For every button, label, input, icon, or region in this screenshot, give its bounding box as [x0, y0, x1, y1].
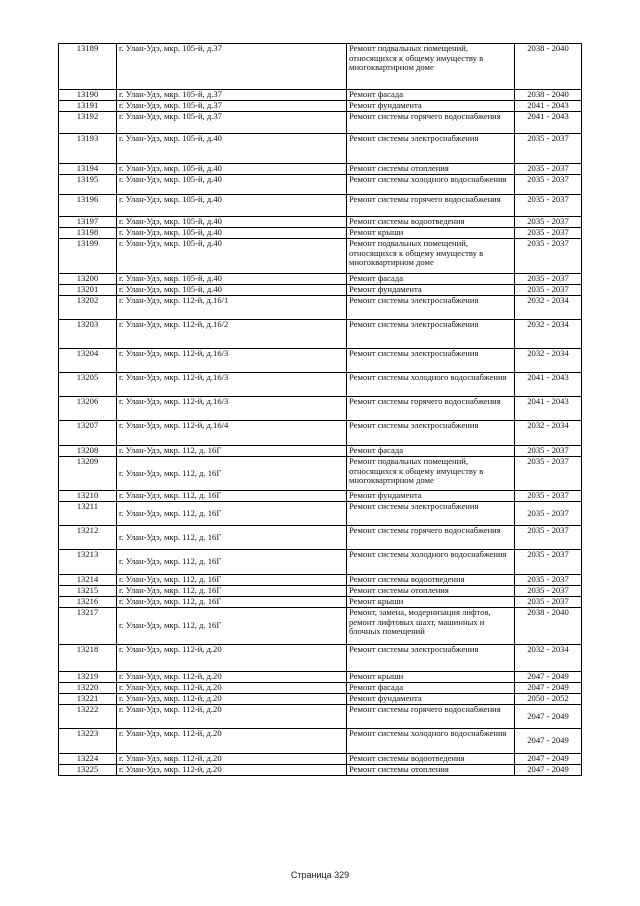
row-number-cell: 13191: [59, 101, 117, 112]
address-cell: г. Улан-Удэ, мкр. 112, д. 16Г: [117, 586, 347, 597]
table-row: [59, 446, 582, 457]
work-type-cell: Ремонт фундамента: [347, 285, 515, 296]
row-number-cell: 13225: [59, 765, 117, 776]
row-number-cell: 13196: [59, 195, 117, 217]
row-number-cell: 13197: [59, 217, 117, 228]
table-row: [59, 421, 582, 446]
work-type-cell: Ремонт фасада: [347, 446, 515, 457]
period-cell: 2035 - 2037: [515, 228, 582, 239]
table-row: [59, 274, 582, 285]
period-cell: 2047 - 2049: [515, 754, 582, 765]
work-type-cell: Ремонт системы отопления: [347, 164, 515, 175]
row-number-cell: 13210: [59, 491, 117, 502]
row-number-cell: 13195: [59, 175, 117, 195]
address-cell: г. Улан-Удэ, мкр. 105-й, д.37: [117, 112, 347, 134]
work-type-cell: Ремонт фундамента: [347, 694, 515, 705]
period-cell: 2035 - 2037: [515, 550, 582, 575]
work-type-cell: Ремонт подвальных помещений, относящихся к общему имуществу в многоквартирном доме: [347, 457, 515, 491]
period-cell: 2041 - 2043: [515, 397, 582, 421]
works-table: [58, 43, 582, 776]
work-type-cell: Ремонт системы отопления: [347, 765, 515, 776]
period-cell: 2032 - 2034: [515, 421, 582, 446]
address-cell: г. Улан-Удэ, мкр. 112, д. 16Г: [117, 575, 347, 586]
address-cell: г. Улан-Удэ, мкр. 112-й, д.16/4: [117, 421, 347, 446]
period-cell: 2038 - 2040: [515, 90, 582, 101]
table-row: [59, 164, 582, 175]
period-cell: 2035 - 2037: [515, 274, 582, 285]
address-cell: г. Улан-Удэ, мкр. 112, д. 16Г: [117, 550, 347, 575]
address-cell: г. Улан-Удэ, мкр. 112-й, д.20: [117, 645, 347, 672]
period-cell: 2047 - 2049: [515, 705, 582, 729]
period-cell: 2047 - 2049: [515, 683, 582, 694]
row-number-cell: 13204: [59, 349, 117, 373]
table-row: [59, 597, 582, 608]
address-cell: г. Улан-Удэ, мкр. 112, д. 16Г: [117, 597, 347, 608]
period-cell: 2035 - 2037: [515, 239, 582, 274]
address-cell: г. Улан-Удэ, мкр. 112-й, д.16/2: [117, 320, 347, 349]
row-number-cell: 13214: [59, 575, 117, 586]
period-cell: 2032 - 2034: [515, 349, 582, 373]
address-cell: г. Улан-Удэ, мкр. 105-й, д.40: [117, 228, 347, 239]
table-row: [59, 44, 582, 90]
work-type-cell: Ремонт системы холодного водоснабжения: [347, 373, 515, 397]
period-cell: 2041 - 2043: [515, 112, 582, 134]
address-cell: г. Улан-Удэ, мкр. 112, д. 16Г: [117, 446, 347, 457]
work-type-cell: Ремонт крыши: [347, 228, 515, 239]
work-type-cell: Ремонт системы горячего водоснабжения: [347, 112, 515, 134]
work-type-cell: Ремонт системы водоотведения: [347, 217, 515, 228]
address-cell: г. Улан-Удэ, мкр. 112, д. 16Г: [117, 502, 347, 526]
period-cell: 2050 - 2052: [515, 694, 582, 705]
period-cell: 2047 - 2049: [515, 729, 582, 754]
work-type-cell: Ремонт фасада: [347, 90, 515, 101]
table-row: [59, 285, 582, 296]
row-number-cell: 13213: [59, 550, 117, 575]
address-cell: г. Улан-Удэ, мкр. 105-й, д.40: [117, 239, 347, 274]
period-cell: 2035 - 2037: [515, 446, 582, 457]
row-number-cell: 13200: [59, 274, 117, 285]
table-row: [59, 550, 582, 575]
row-number-cell: 13211: [59, 502, 117, 526]
table-row: [59, 397, 582, 421]
row-number-cell: 13215: [59, 586, 117, 597]
table-row: [59, 586, 582, 597]
period-cell: 2035 - 2037: [515, 597, 582, 608]
row-number-cell: 13202: [59, 296, 117, 320]
period-cell: 2047 - 2049: [515, 765, 582, 776]
table-row: [59, 694, 582, 705]
work-type-cell: Ремонт фасада: [347, 683, 515, 694]
row-number-cell: 13219: [59, 672, 117, 683]
work-type-cell: Ремонт фундамента: [347, 491, 515, 502]
work-type-cell: Ремонт системы горячего водоснабжения: [347, 526, 515, 550]
period-cell: 2038 - 2040: [515, 44, 582, 90]
address-cell: г. Улан-Удэ, мкр. 105-й, д.37: [117, 90, 347, 101]
row-number-cell: 13223: [59, 729, 117, 754]
period-cell: 2035 - 2037: [515, 575, 582, 586]
table-row: [59, 112, 582, 134]
address-cell: г. Улан-Удэ, мкр. 105-й, д.40: [117, 164, 347, 175]
table-row: [59, 134, 582, 164]
period-cell: 2032 - 2034: [515, 645, 582, 672]
row-number-cell: 13217: [59, 608, 117, 645]
table-row: [59, 765, 582, 776]
address-cell: г. Улан-Удэ, мкр. 105-й, д.40: [117, 217, 347, 228]
period-cell: 2035 - 2037: [515, 134, 582, 164]
address-cell: г. Улан-Удэ, мкр. 112, д. 16Г: [117, 526, 347, 550]
address-cell: г. Улан-Удэ, мкр. 112-й, д.20: [117, 683, 347, 694]
table-row: [59, 175, 582, 195]
work-type-cell: Ремонт подвальных помещений, относящихся к общему имуществу в многоквартирном доме: [347, 239, 515, 274]
row-number-cell: 13206: [59, 397, 117, 421]
address-cell: г. Улан-Удэ, мкр. 105-й, д.37: [117, 101, 347, 112]
row-number-cell: 13201: [59, 285, 117, 296]
row-number-cell: 13194: [59, 164, 117, 175]
address-cell: г. Улан-Удэ, мкр. 112-й, д.20: [117, 672, 347, 683]
address-cell: г. Улан-Удэ, мкр. 105-й, д.40: [117, 134, 347, 164]
row-number-cell: 13208: [59, 446, 117, 457]
address-cell: г. Улан-Удэ, мкр. 105-й, д.37: [117, 44, 347, 90]
work-type-cell: Ремонт системы горячего водоснабжения: [347, 195, 515, 217]
table-row: [59, 491, 582, 502]
work-type-cell: Ремонт крыши: [347, 672, 515, 683]
period-cell: 2035 - 2037: [515, 175, 582, 195]
work-type-cell: Ремонт системы холодного водоснабжения: [347, 175, 515, 195]
row-number-cell: 13199: [59, 239, 117, 274]
work-type-cell: Ремонт системы горячего водоснабжения: [347, 705, 515, 729]
table-row: [59, 239, 582, 274]
address-cell: г. Улан-Удэ, мкр. 112-й, д.20: [117, 765, 347, 776]
table-row: [59, 349, 582, 373]
table-row: [59, 320, 582, 349]
table-row: [59, 672, 582, 683]
row-number-cell: 13218: [59, 645, 117, 672]
row-number-cell: 13220: [59, 683, 117, 694]
table-row: [59, 90, 582, 101]
table-row: [59, 296, 582, 320]
address-cell: г. Улан-Удэ, мкр. 112-й, д.16/1: [117, 296, 347, 320]
period-cell: 2032 - 2034: [515, 320, 582, 349]
address-cell: г. Улан-Удэ, мкр. 112, д. 16Г: [117, 608, 347, 645]
address-cell: г. Улан-Удэ, мкр. 112, д. 16Г: [117, 491, 347, 502]
period-cell: 2032 - 2034: [515, 296, 582, 320]
period-cell: 2035 - 2037: [515, 164, 582, 175]
period-cell: 2035 - 2037: [515, 285, 582, 296]
work-type-cell: Ремонт подвальных помещений, относящихся к общему имуществу в многоквартирном доме: [347, 44, 515, 90]
table-row: [59, 228, 582, 239]
work-type-cell: Ремонт системы отопления: [347, 586, 515, 597]
work-type-cell: Ремонт системы водоотведения: [347, 754, 515, 765]
period-cell: 2035 - 2037: [515, 526, 582, 550]
row-number-cell: 13221: [59, 694, 117, 705]
table-row: [59, 645, 582, 672]
work-type-cell: Ремонт фасада: [347, 274, 515, 285]
row-number-cell: 13205: [59, 373, 117, 397]
address-cell: г. Улан-Удэ, мкр. 112-й, д.20: [117, 754, 347, 765]
row-number-cell: 13209: [59, 457, 117, 491]
row-number-cell: 13207: [59, 421, 117, 446]
work-type-cell: Ремонт системы электроснабжения: [347, 645, 515, 672]
period-cell: 2041 - 2043: [515, 373, 582, 397]
period-cell: 2035 - 2037: [515, 502, 582, 526]
table-row: [59, 608, 582, 645]
row-number-cell: 13198: [59, 228, 117, 239]
period-cell: 2041 - 2043: [515, 101, 582, 112]
address-cell: г. Улан-Удэ, мкр. 105-й, д.40: [117, 175, 347, 195]
table-row: [59, 373, 582, 397]
period-cell: 2035 - 2037: [515, 586, 582, 597]
address-cell: г. Улан-Удэ, мкр. 105-й, д.40: [117, 274, 347, 285]
address-cell: г. Улан-Удэ, мкр. 112-й, д.16/3: [117, 373, 347, 397]
work-type-cell: Ремонт системы электроснабжения: [347, 320, 515, 349]
work-type-cell: Ремонт системы электроснабжения: [347, 134, 515, 164]
work-type-cell: Ремонт системы электроснабжения: [347, 349, 515, 373]
work-type-cell: Ремонт системы горячего водоснабжения: [347, 397, 515, 421]
period-cell: 2038 - 2040: [515, 608, 582, 645]
work-type-cell: Ремонт системы холодного водоснабжения: [347, 729, 515, 754]
work-type-cell: Ремонт системы водоотведения: [347, 575, 515, 586]
address-cell: г. Улан-Удэ, мкр. 105-й, д.40: [117, 285, 347, 296]
table-row: [59, 217, 582, 228]
work-type-cell: Ремонт, замена, модернизация лифтов, ремонт лифтовых шахт, машинных и блочных помещений: [347, 608, 515, 645]
address-cell: г. Улан-Удэ, мкр. 112-й, д.20: [117, 694, 347, 705]
table-row: [59, 754, 582, 765]
table-row: [59, 705, 582, 729]
address-cell: г. Улан-Удэ, мкр. 112, д. 16Г: [117, 457, 347, 491]
table-row: [59, 683, 582, 694]
period-cell: 2047 - 2049: [515, 672, 582, 683]
row-number-cell: 13190: [59, 90, 117, 101]
table-row: [59, 502, 582, 526]
table-row: [59, 195, 582, 217]
table-row: [59, 575, 582, 586]
period-cell: 2035 - 2037: [515, 457, 582, 491]
work-type-cell: Ремонт системы электроснабжения: [347, 296, 515, 320]
work-type-cell: Ремонт фундамента: [347, 101, 515, 112]
address-cell: г. Улан-Удэ, мкр. 112-й, д.20: [117, 705, 347, 729]
row-number-cell: 13212: [59, 526, 117, 550]
table-row: [59, 101, 582, 112]
work-type-cell: Ремонт системы холодного водоснабжения: [347, 550, 515, 575]
work-type-cell: Ремонт системы электроснабжения: [347, 421, 515, 446]
table-row: [59, 729, 582, 754]
period-cell: 2035 - 2037: [515, 217, 582, 228]
row-number-cell: 13224: [59, 754, 117, 765]
table-row: [59, 457, 582, 491]
period-cell: 2035 - 2037: [515, 491, 582, 502]
work-type-cell: Ремонт крыши: [347, 597, 515, 608]
works-table-body: [59, 44, 582, 776]
address-cell: г. Улан-Удэ, мкр. 105-й, д.40: [117, 195, 347, 217]
address-cell: г. Улан-Удэ, мкр. 112-й, д.16/3: [117, 397, 347, 421]
row-number-cell: 13203: [59, 320, 117, 349]
row-number-cell: 13193: [59, 134, 117, 164]
page-number: Страница 329: [290, 870, 350, 880]
row-number-cell: 13222: [59, 705, 117, 729]
address-cell: г. Улан-Удэ, мкр. 112-й, д.20: [117, 729, 347, 754]
table-row: [59, 526, 582, 550]
address-cell: г. Улан-Удэ, мкр. 112-й, д.16/3: [117, 349, 347, 373]
period-cell: 2035 - 2037: [515, 195, 582, 217]
work-type-cell: Ремонт системы электроснабжения: [347, 502, 515, 526]
row-number-cell: 13192: [59, 112, 117, 134]
row-number-cell: 13189: [59, 44, 117, 90]
row-number-cell: 13216: [59, 597, 117, 608]
